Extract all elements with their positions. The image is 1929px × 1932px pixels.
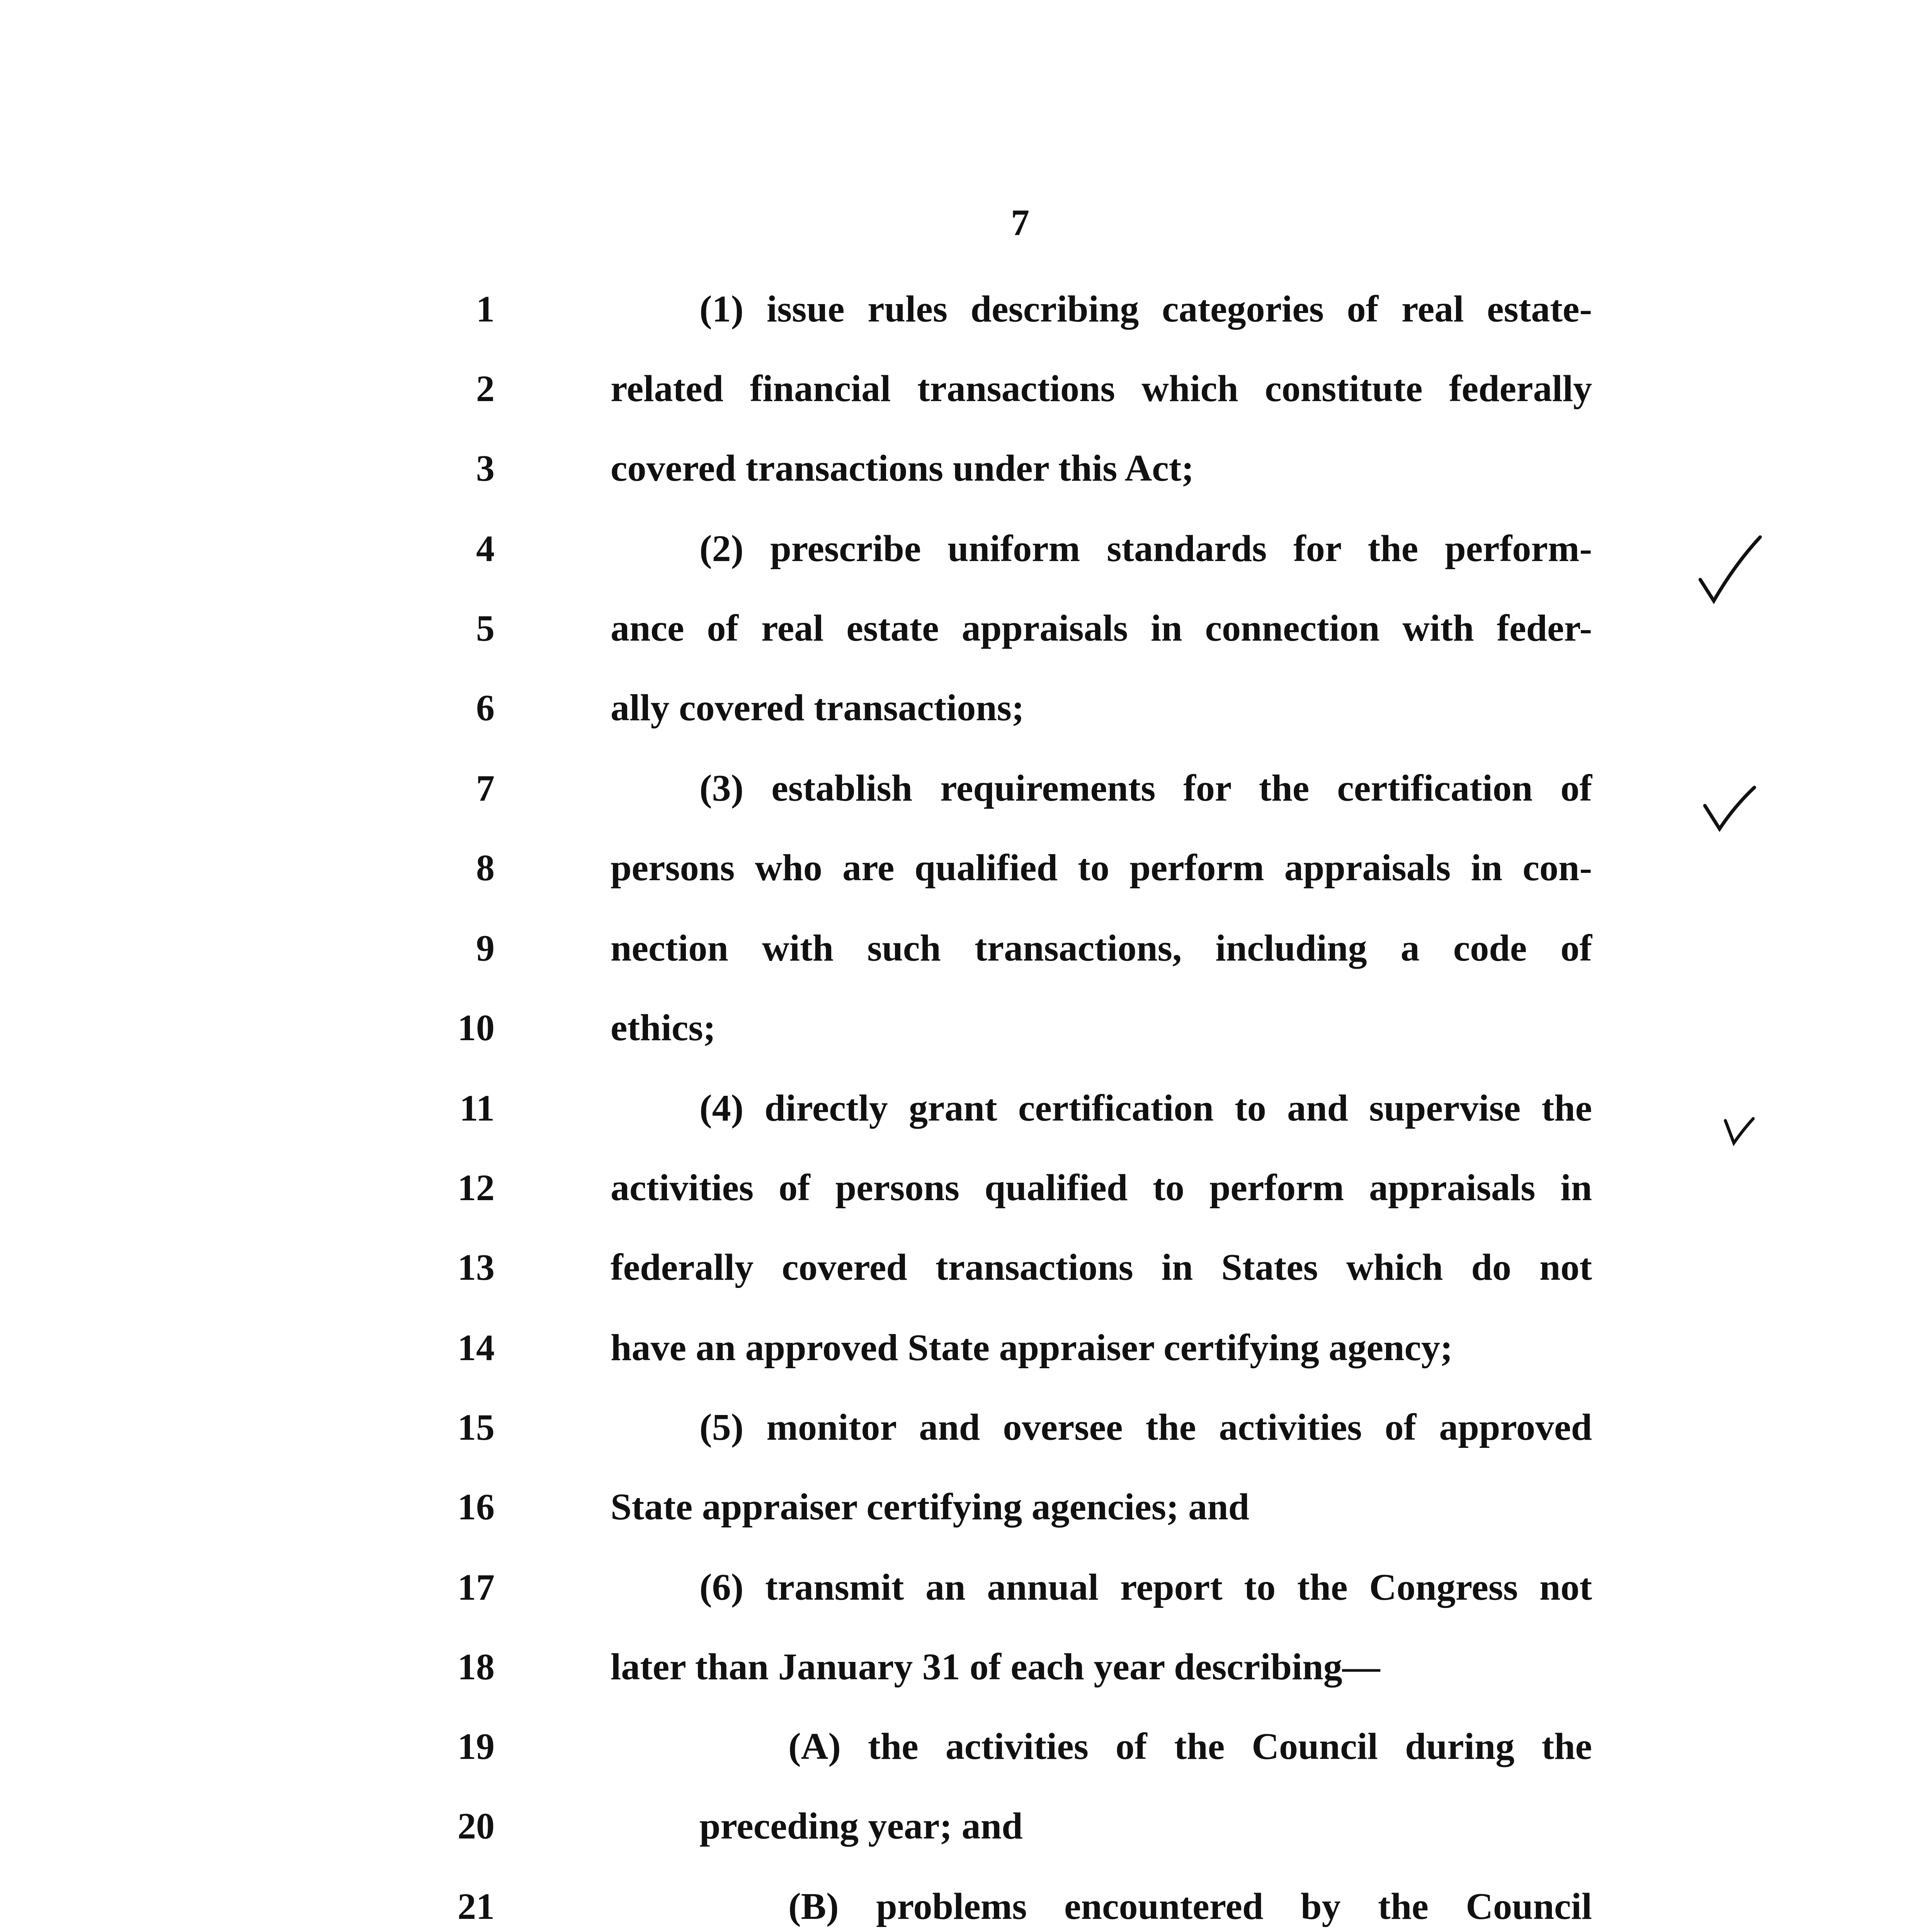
line-number: 18 — [458, 1646, 495, 1687]
text-line: nection with such transactions, including a code of — [611, 927, 1592, 969]
line-number: 6 — [476, 687, 495, 728]
line-number: 3 — [476, 447, 495, 489]
line-number: 8 — [476, 847, 495, 888]
checkmark-icon — [1693, 533, 1770, 611]
line-number: 5 — [476, 607, 495, 649]
line-number: 16 — [458, 1486, 495, 1527]
text-line: ethics; — [611, 1007, 716, 1049]
line-number: 4 — [476, 528, 495, 569]
line-number: 12 — [458, 1167, 495, 1208]
text-line: (2) prescribe uniform standards for the perform- — [699, 528, 1592, 570]
line-number: 21 — [458, 1886, 495, 1927]
text-line: ally covered transactions; — [611, 687, 1024, 729]
text-line: (6) transmit an annual report to the Congress not — [699, 1566, 1592, 1608]
line-number: 1 — [476, 288, 495, 330]
text-line: (3) establish requirements for the certification of — [699, 767, 1592, 809]
text-line: federally covered transactions in States which do not — [611, 1247, 1592, 1288]
text-line: have an approved State appraiser certifying agency; — [611, 1327, 1453, 1369]
line-number: 19 — [458, 1726, 495, 1767]
line-number: 15 — [458, 1406, 495, 1448]
text-line: later than January 31 of each year describing— — [611, 1646, 1380, 1688]
line-number: 2 — [476, 368, 495, 409]
line-number: 20 — [458, 1805, 495, 1847]
line-number: 17 — [458, 1566, 495, 1608]
text-line: related financial transactions which constitute federally — [611, 368, 1592, 410]
text-line: (B) problems encountered by the Council — [788, 1886, 1592, 1927]
line-number: 9 — [476, 927, 495, 969]
line-number: 11 — [459, 1087, 495, 1129]
line-number: 13 — [458, 1247, 495, 1288]
text-line: covered transactions under this Act; — [611, 447, 1194, 489]
text-line: persons who are qualified to perform appraisals in con- — [611, 847, 1592, 889]
page-number: 7 — [1011, 202, 1029, 243]
text-line: (A) the activities of the Council during the — [788, 1726, 1592, 1767]
checkmark-icon — [1721, 1113, 1756, 1148]
line-number: 10 — [458, 1007, 495, 1048]
text-line: (4) directly grant certification to and supervise the — [699, 1087, 1592, 1129]
text-line: activities of persons qualified to perform appraisals in — [611, 1167, 1592, 1209]
text-line: (5) monitor and oversee the activities of approved — [699, 1406, 1592, 1448]
line-number: 14 — [458, 1327, 495, 1368]
checkmark-icon — [1700, 784, 1758, 835]
text-line: ance of real estate appraisals in connection with feder- — [611, 607, 1592, 649]
text-line: preceding year; and — [699, 1805, 1023, 1847]
text-line: State appraiser certifying agencies; and — [611, 1486, 1250, 1528]
line-number: 7 — [476, 767, 495, 809]
text-line: (1) issue rules describing categories of real estate- — [699, 288, 1592, 330]
